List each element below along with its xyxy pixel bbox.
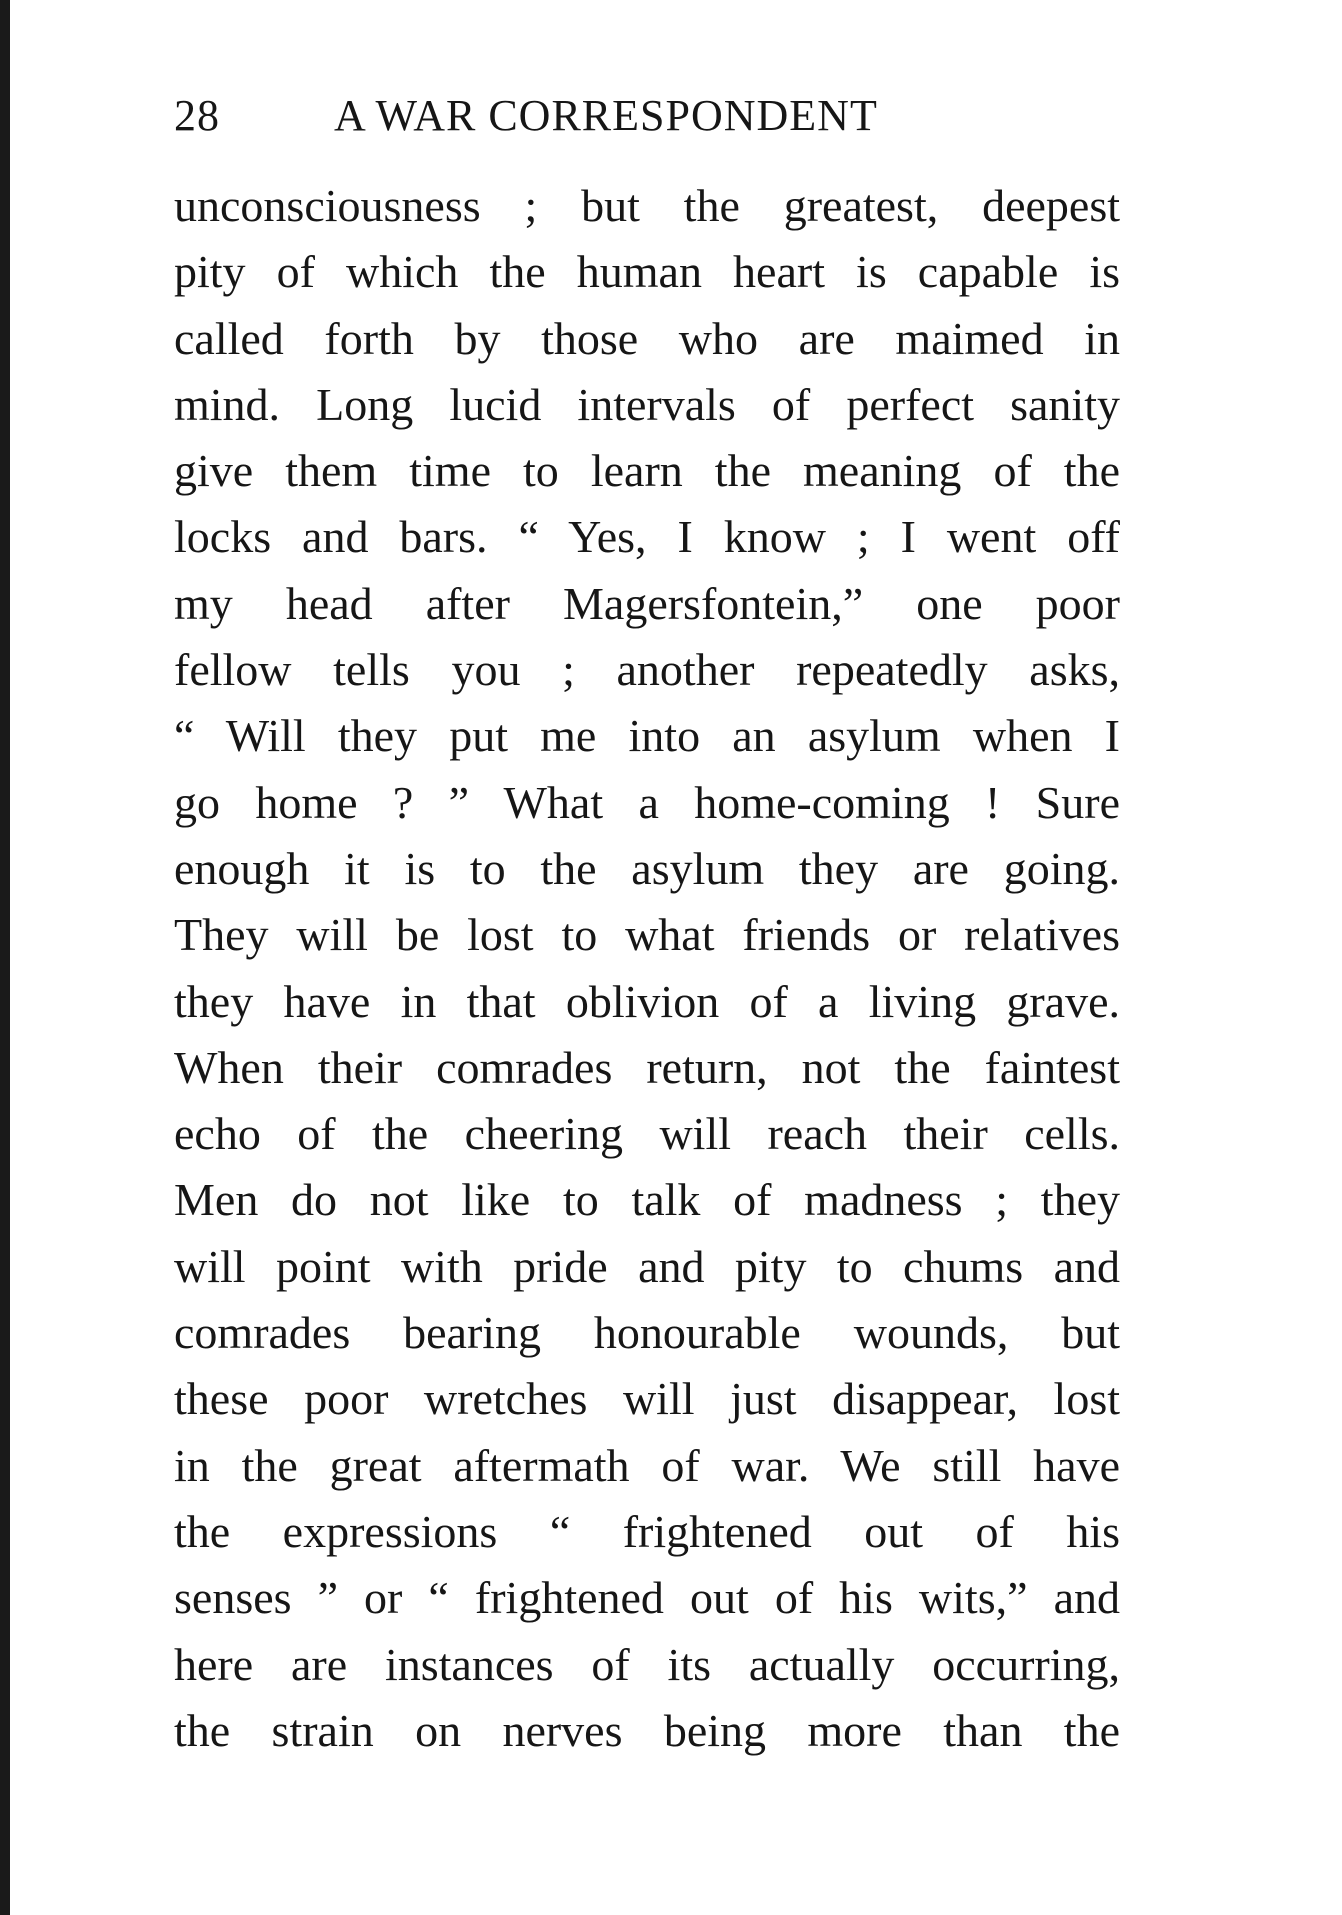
text-line: will point with pride and pity to chums and bbox=[174, 1240, 1120, 1292]
text-line: comrades bearing honourable wounds, but bbox=[174, 1307, 1120, 1359]
text-line: the expressions “ frightened out of his bbox=[174, 1505, 1120, 1557]
binding-edge-rule bbox=[0, 0, 10, 1915]
text-line: enough it is to the asylum they are going. bbox=[174, 842, 1120, 894]
text-line: pity of which the human heart is capable is bbox=[174, 246, 1120, 298]
text-line: the strain on nerves being more than the bbox=[174, 1704, 1120, 1756]
text-line: fellow tells you ; another repeatedly asks, bbox=[174, 644, 1120, 696]
text-line: Men do not like to talk of madness ; they bbox=[174, 1174, 1120, 1226]
text-line: called forth by those who are maimed in bbox=[174, 312, 1120, 364]
text-line: my head after Magersfontein,” one poor bbox=[174, 577, 1120, 629]
running-head bbox=[174, 88, 1120, 144]
text-line: senses ” or “ frightened out of his wits,” and bbox=[174, 1572, 1120, 1624]
running-title: A WAR CORRESPONDENT bbox=[334, 91, 878, 140]
text-line: they have in that oblivion of a living grave. bbox=[174, 975, 1120, 1027]
text-line: They will be lost to what friends or relatives bbox=[174, 909, 1120, 961]
text-line: give them time to learn the meaning of the bbox=[174, 445, 1120, 497]
text-line: mind. Long lucid intervals of perfect sanity bbox=[174, 378, 1120, 430]
text-line: here are instances of its actually occurring, bbox=[174, 1638, 1120, 1690]
page-number: 28 bbox=[174, 91, 220, 140]
text-line: these poor wretches will just disappear, lost bbox=[174, 1373, 1120, 1425]
text-line: go home ? ” What a home-coming ! Sure bbox=[174, 776, 1120, 828]
text-line: unconsciousness ; but the greatest, deepest bbox=[174, 180, 1120, 231]
body-text bbox=[174, 173, 1120, 1764]
text-line: locks and bars. “ Yes, I know ; I went off bbox=[174, 511, 1120, 563]
text-line: “ Will they put me into an asylum when I bbox=[174, 710, 1120, 762]
text-line: When their comrades return, not the faintest bbox=[174, 1041, 1120, 1093]
text-line: in the great aftermath of war. We still have bbox=[174, 1439, 1120, 1491]
text-line: echo of the cheering will reach their cells. bbox=[174, 1108, 1120, 1160]
